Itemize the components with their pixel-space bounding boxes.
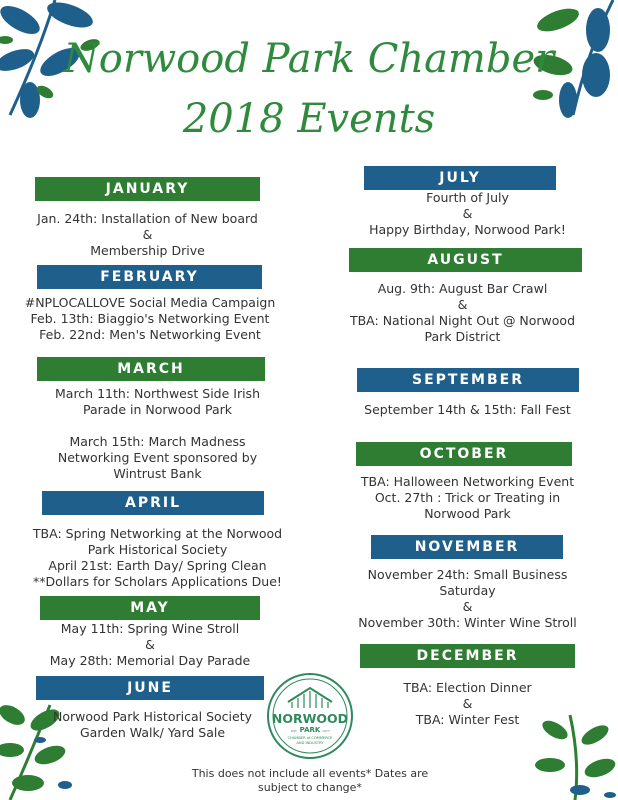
month-header-september: SEPTEMBER xyxy=(357,368,579,392)
chamber-logo xyxy=(266,672,354,760)
event-line: TBA: Election Dinner xyxy=(403,680,532,695)
logo-est-label: EST xyxy=(291,729,297,733)
footer-note xyxy=(190,767,430,795)
footer-line: This does not include all events* Dates are xyxy=(191,767,429,780)
event-line: Happy Birthday, Norwood Park! xyxy=(369,222,566,237)
event-line: Oct. 27th : Trick or Treating in xyxy=(374,490,561,505)
logo-sub: PARK xyxy=(299,726,321,734)
event-line: March 15th: March Madness xyxy=(69,434,246,449)
event-line: November 30th: Winter Wine Stroll xyxy=(358,615,577,630)
month-header-february: FEBRUARY xyxy=(37,265,262,289)
footer-line: subject to change* xyxy=(258,781,362,794)
event-line: Membership Drive xyxy=(90,243,205,258)
month-header-december: DECEMBER xyxy=(360,644,575,668)
event-line: TBA: Winter Fest xyxy=(415,712,520,727)
month-header-november: NOVEMBER xyxy=(371,535,563,559)
events-august xyxy=(340,281,585,345)
event-line: TBA: Halloween Networking Event xyxy=(360,474,575,489)
month-header-august: AUGUST xyxy=(349,248,582,272)
events-september xyxy=(345,402,590,418)
events-november xyxy=(345,567,590,631)
event-line: & xyxy=(462,696,473,711)
event-line: Saturday xyxy=(439,583,496,598)
events-may xyxy=(25,621,275,669)
event-line: & xyxy=(462,599,473,614)
event-line: **Dollars for Scholars Applications Due! xyxy=(33,574,282,589)
logo-caption-1: CHAMBER of COMMERCE xyxy=(287,736,333,740)
event-line: September 14th & 15th: Fall Fest xyxy=(364,402,571,417)
event-line: Wintrust Bank xyxy=(113,466,202,481)
event-line: Fourth of July xyxy=(426,190,509,205)
month-header-april: APRIL xyxy=(42,491,264,515)
month-header-october: OCTOBER xyxy=(356,442,572,466)
event-line: Networking Event sponsored by xyxy=(57,450,258,465)
logo-caption-2: AND INDUSTRY xyxy=(296,741,324,745)
event-line: May 11th: Spring Wine Stroll xyxy=(60,621,240,636)
events-december xyxy=(355,680,580,728)
month-header-january: JANUARY xyxy=(35,177,260,201)
events-january xyxy=(20,211,275,259)
event-line xyxy=(30,418,285,434)
events-march xyxy=(30,386,285,482)
event-line: Aug. 9th: August Bar Crawl xyxy=(377,281,548,296)
month-header-march: MARCH xyxy=(37,357,265,381)
events-june xyxy=(40,709,265,741)
events-july xyxy=(355,190,580,238)
events-april xyxy=(25,526,290,590)
event-line: March 11th: Northwest Side Irish xyxy=(55,386,260,401)
event-line: Norwood Park xyxy=(424,506,511,521)
logo-name: NORWOOD xyxy=(271,711,349,726)
event-line: TBA: Spring Networking at the Norwood xyxy=(32,526,283,541)
event-line: TBA: National Night Out @ Norwood xyxy=(349,313,576,328)
event-line: Park Historical Society xyxy=(87,542,228,557)
page-subtitle: 2018 Events xyxy=(182,96,436,142)
logo-est-year: 1977 xyxy=(322,729,330,733)
month-header-may: MAY xyxy=(40,596,260,620)
events-october xyxy=(345,474,590,522)
event-line: Jan. 24th: Installation of New board xyxy=(37,211,258,226)
event-line: #NPLOCALLOVE Social Media Campaign xyxy=(24,295,276,310)
event-line: Garden Walk/ Yard Sale xyxy=(79,725,226,740)
event-line: & xyxy=(457,297,468,312)
event-line: April 21st: Earth Day/ Spring Clean xyxy=(48,558,267,573)
event-line: May 28th: Memorial Day Parade xyxy=(49,653,251,668)
month-header-june: JUNE xyxy=(36,676,264,700)
event-line: Parade in Norwood Park xyxy=(83,402,232,417)
event-line: Feb. 22nd: Men's Networking Event xyxy=(39,327,261,342)
event-line: Feb. 13th: Biaggio's Networking Event xyxy=(30,311,270,326)
month-header-july: JULY xyxy=(364,166,556,190)
event-line: Norwood Park Historical Society xyxy=(53,709,252,724)
event-line: & xyxy=(462,206,473,221)
event-line: Park District xyxy=(424,329,501,344)
page-title: Norwood Park Chamber xyxy=(63,36,555,82)
event-line: & xyxy=(142,227,153,242)
event-line: & xyxy=(145,637,155,652)
event-line: November 24th: Small Business xyxy=(367,567,568,582)
events-february xyxy=(15,295,285,343)
